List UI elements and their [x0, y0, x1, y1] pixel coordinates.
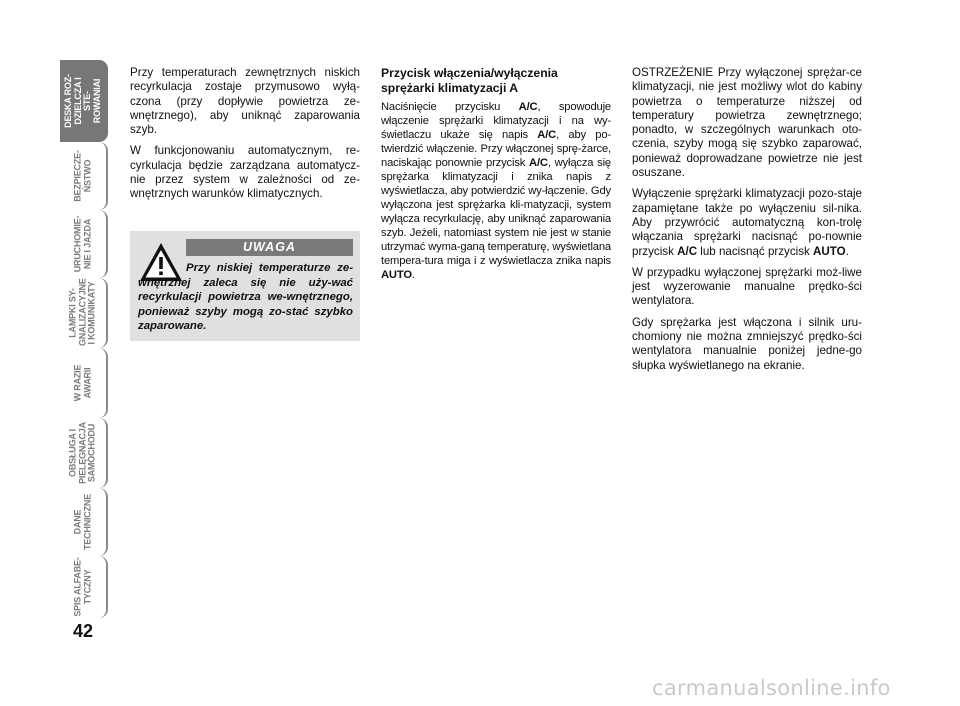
- paragraph: Naciśnięcie przycisku A/C, spowoduje włączenie sprężarki klimatyzacji i na wy-świetlaczu ukaże się napis A/C, aby po-twierdzić włączenie. Przy włączonej sprę-żarce, naciskając ponownie przycisk A/C, wyłącza się sprężarka klimatyzacji i znika napis z wyświetlacza, aby potwierdzić wy-łączenie. Gdy wyłączona jest sprężarka kli-matyzacji, system wyłącza recyrkulację, aby uniknąć zaparowania szyb. Jeżeli, natomiast system nie jest w stanie utrzymać wyma-ganą temperaturę, wyświetlana tempera-tura miga i z wyświetlacza znika napis AUTO.: [381, 101, 612, 281]
- paragraph: W funkcjonowaniu automatycznym, re-cyrkulacja będzie zarządzana automatycz-nie przez system w zależności od ze-wnętrznych warunków klimatycznych.: [130, 144, 360, 201]
- section-heading: Przycisk włączenia/wyłączenia sprężarki klimatyzacji A: [381, 66, 558, 95]
- tab-label: DESKA ROZ- DZIELCZA I STE- ROWANIAI: [62, 74, 102, 128]
- paragraph: Wyłączenie sprężarki klimatyzacji pozo-staje zapamiętane także po wyłączeniu sil-nika. Aby przywrócić automatyczną kon-trolę włączania sprężarki nacisnąć po-nownie przycisk A/C lub nacisnąć przycisk AUTO.: [632, 187, 862, 258]
- section-tabs: [60, 60, 110, 620]
- tab-label: LAMPKI SY- GNALIZACYJNE I KOMUNIKATY: [67, 278, 97, 346]
- key-label: A/C: [518, 101, 538, 113]
- text-column-2: [381, 66, 611, 289]
- paragraph: W przypadku wyłączonej sprężarki moż-liwe jest wyzerowanie manualne prędko-ści wentylatora.: [632, 265, 862, 308]
- tab-label: URUCHOMIE- NIE I JAZDA: [72, 215, 92, 273]
- page-number: 42: [72, 621, 94, 641]
- tab-label: DANE TECHNICZNE: [72, 494, 92, 550]
- paragraph: OSTRZEŻENIE Przy wyłączonej sprężar-ce klimatyzacji, nie jest możliwy wlot do kabiny powietrza o temperaturze niższej od temperatury powietrza zewnętrznego; ponadto, w szczególnych warunkach oto-czenia, szyby mogą się szybko zaparować, ponieważ doprowadzane powietrze nie jest osuszane.: [632, 66, 862, 180]
- tab-obsluga-i-pielegnacja[interactable]: [60, 418, 108, 488]
- tab-label: BEZPIECZE- ŃSTWO: [72, 150, 92, 202]
- key-label: AUTO: [381, 269, 412, 281]
- watermark: carmanualsonline.info: [652, 676, 891, 700]
- tab-bezpieczenstwo[interactable]: [60, 142, 108, 210]
- key-label: A/C: [537, 129, 557, 141]
- warning-title: UWAGA: [186, 239, 353, 256]
- tab-lampki-sygnalizacyjne[interactable]: [60, 278, 108, 348]
- tab-label: SPIS ALFABE- TYCZNY: [72, 557, 92, 617]
- tab-label: OBSŁUGA I PIELĘGNACJA SAMOCHODU: [67, 422, 97, 484]
- tab-label: W RAZIE AWARII: [72, 364, 92, 402]
- text-column-1: [130, 66, 360, 209]
- key-label: A/C: [529, 157, 548, 169]
- tab-uruchomienie-i-jazda[interactable]: [60, 210, 108, 278]
- warning-box: [130, 231, 360, 341]
- paragraph: Przy temperaturach zewnętrznych niskich recyrkulacja zostaje przymusowo wyłą-czona (przy dopływie powietrza ze-wnętrznego), aby uniknąć zaparowania szyb.: [130, 66, 360, 137]
- tab-dane-techniczne[interactable]: [60, 488, 108, 556]
- text-column-3: [632, 66, 862, 380]
- warning-text: Przy niskiej temperaturze ze-wnętrznej zaleca się nie uży-wać recyrkulacji powietrza we-wnętrznego, ponieważ szyby mogą zo-stać szybko zaparowane.: [138, 262, 353, 332]
- tab-deska-rozdzielcza[interactable]: [60, 60, 108, 142]
- paragraph: Gdy sprężarka jest włączona i silnik uru-chomiony nie można zmniejszyć prędko-ści wentylatora manualnie poniżej jedne-go słupka wyświetlanego na ekranie.: [632, 315, 862, 372]
- key-label: AUTO: [813, 244, 846, 258]
- key-label: A/C: [677, 244, 698, 258]
- tab-spis-alfabetyczny[interactable]: [60, 556, 108, 618]
- tab-w-razie-awarii[interactable]: [60, 348, 108, 418]
